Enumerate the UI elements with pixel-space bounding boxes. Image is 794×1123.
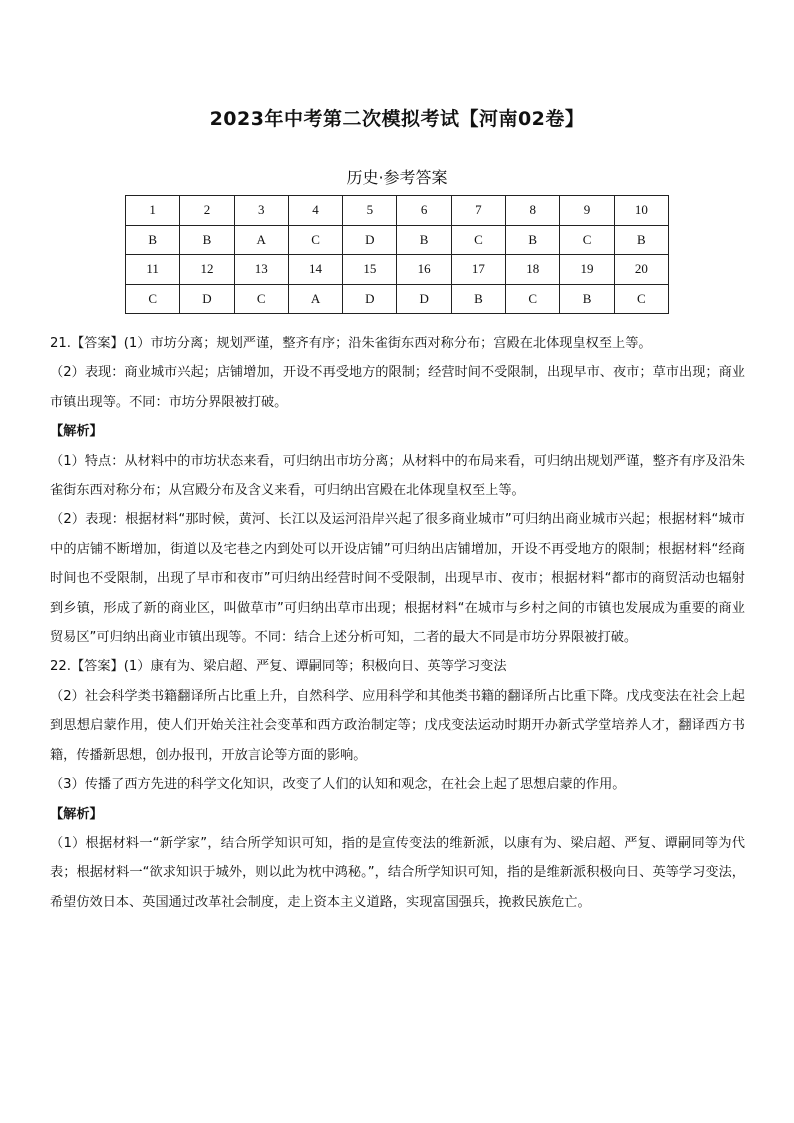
answer-table-cell: B	[451, 284, 505, 314]
page-title: 2023年中考第二次模拟考试【河南02卷】	[209, 108, 585, 130]
answer-table-cell: 9	[560, 196, 614, 226]
answer-table-cell: C	[451, 225, 505, 255]
answer-table-cell: 10	[614, 196, 668, 226]
answer-table-cell: B	[126, 225, 180, 255]
answer-table-row	[126, 196, 669, 226]
answer-table-cell: C	[288, 225, 342, 255]
answer-table-cell: 19	[560, 255, 614, 285]
answer-table-cell: 3	[234, 196, 288, 226]
q21-analysis-label: 【解析】	[50, 424, 103, 440]
answer-table-cell: 5	[343, 196, 397, 226]
answer-table-cell: 15	[343, 255, 397, 285]
q21-answer-2: （2）表现：商业城市兴起；店铺增加，开设不再受地方的限制；经营时间不受限制，出现早市、夜市；草市出现；商业市镇出现等。不同：市坊分界限被打破。	[50, 365, 745, 410]
answer-table-cell: B	[180, 225, 234, 255]
answer-table-cell: 2	[180, 196, 234, 226]
answer-table-cell: D	[397, 284, 451, 314]
page-subtitle: 历史·参考答案	[346, 168, 448, 187]
answer-table-cell: D	[343, 284, 397, 314]
q22-answer-2: （2）社会科学类书籍翻译所占比重上升，自然科学、应用科学和其他类书籍的翻译所占比重下降。戊戌变法在社会上起到思想启蒙作用，使人们开始关注社会变革和西方政治制定等；戊戌变法运动时期开办新式学堂培养人才，翻译西方书籍，传播新思想，创办报刊，开放言论等方面的影响。	[50, 688, 745, 763]
answer-table-cell: C	[506, 284, 560, 314]
answer-table-cell: 8	[506, 196, 560, 226]
answer-body	[50, 329, 745, 917]
answer-table-cell: 4	[288, 196, 342, 226]
answer-table-row	[126, 255, 669, 285]
q22-analysis-label: 【解析】	[50, 806, 103, 822]
answer-table-row	[126, 284, 669, 314]
answer-table-cell: C	[126, 284, 180, 314]
answer-table-cell: C	[560, 225, 614, 255]
q22-answer-3: （3）传播了西方先进的科学文化知识，改变了人们的认知和观念，在社会上起了思想启蒙的作用。	[50, 777, 626, 793]
answer-table-cell: B	[397, 225, 451, 255]
answer-table-cell: 7	[451, 196, 505, 226]
q21-answer-1: 21.【答案】(1）市坊分离；规划严谨，整齐有序；沿朱雀街东西对称分布；宫殿在北体现皇权至上等。	[50, 336, 652, 351]
q21-analysis-1: （1）特点：从材料中的市坊状态来看，可归纳出市坊分离；从材料中的布局来看，可归纳出规划严谨，整齐有序及沿朱雀街东西对称分布；从宫殿分布及含义来看，可归纳出宫殿在北体现皇权至上等。	[50, 453, 745, 499]
answer-table-cell: 11	[126, 255, 180, 285]
answer-table-cell: C	[614, 284, 668, 314]
answer-table-cell: 14	[288, 255, 342, 285]
answer-table-cell: 17	[451, 255, 505, 285]
q22-answer-1: 22.【答案】(1）康有为、梁启超、严复、谭嗣同等；积极向日、英等学习变法	[50, 659, 507, 675]
answer-table-row	[126, 225, 669, 255]
answer-table-cell: 12	[180, 255, 234, 285]
answer-table-cell: B	[614, 225, 668, 255]
answer-table-cell: B	[560, 284, 614, 314]
answer-table-cell: D	[180, 284, 234, 314]
answer-table-cell: 1	[126, 196, 180, 226]
answer-table-cell: 20	[614, 255, 668, 285]
answer-table-cell: 16	[397, 255, 451, 285]
answer-table-cell: C	[234, 284, 288, 314]
answer-table	[125, 195, 669, 314]
answer-table-cell: D	[343, 225, 397, 255]
answer-table-cell: 6	[397, 196, 451, 226]
answer-table-cell: A	[234, 225, 288, 255]
answer-table-cell: A	[288, 284, 342, 314]
q22-analysis-1: （1）根据材料一“新学家”，结合所学知识可知，指的是宣传变法的维新派，以康有为、梁启超、严复、谭嗣同等为代表；根据材料一“欲求知识于城外，则以此为枕中鸿秘。”，结合所学知识可知，指的是维新派积极向日、英等学习变法，希望仿效日本、英国通过改革社会制度，走上资本主义道路，实现富国强兵，挽救民族危亡。	[50, 835, 745, 910]
answer-table-cell: B	[506, 225, 560, 255]
answer-table-cell: 18	[506, 255, 560, 285]
answer-table-cell: 13	[234, 255, 288, 285]
q21-analysis-2: （2）表现：根据材料“那时候，黄河、长江以及运河沿岸兴起了很多商业城市”可归纳出商业城市兴起；根据材料“城市中的店铺不断增加，街道以及宅巷之内到处可以开设店铺”可归纳出店铺增加，开设不再受地方的限制；根据材料“经商时间也不受限制，出现了早市和夜市”可归纳出经营时间不受限制，出现早市、夜市；根据材料“都市的商贸活动也辐射到乡镇，形成了新的商业区，叫做草市”可归纳出草市出现；根据材料“在城市与乡村之间的市镇也发展成为重要的商业贸易区”可归纳出商业市镇出现等。不同：结合上述分析可知，二者的最大不同是市坊分界限被打破。	[50, 512, 745, 646]
